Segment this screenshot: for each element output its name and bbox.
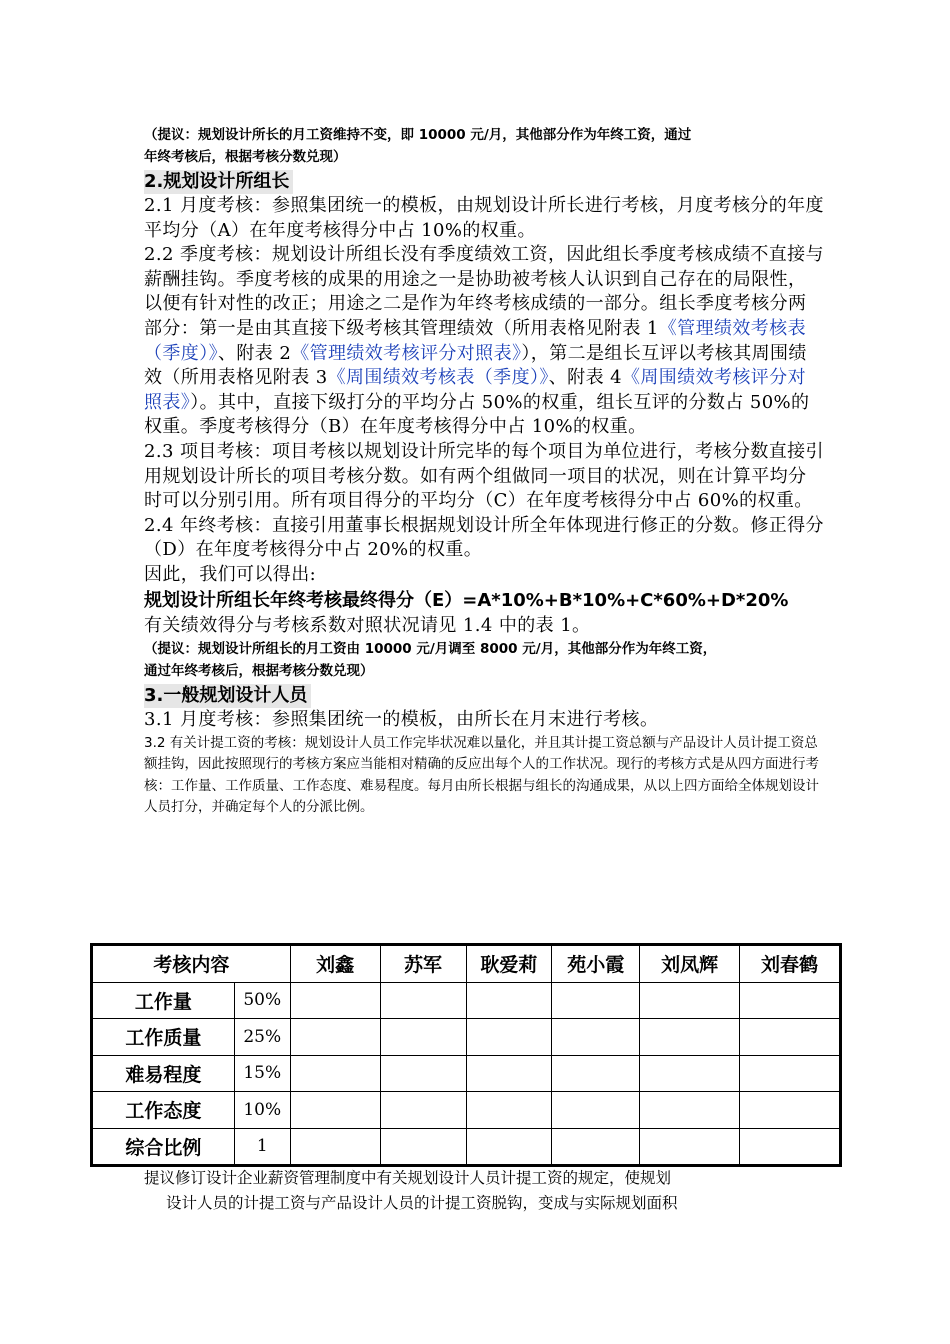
person-header: 刘鑫 (290, 946, 380, 983)
footer-line: 提议修订设计企业薪资管理制度中有关规划设计人员计提工资的规定，使规划 (144, 1169, 672, 1187)
document-body (144, 124, 824, 819)
conclusion-line: 因此，我们可以得出: (144, 563, 317, 585)
text-run: 、附表 2 (218, 342, 292, 364)
paragraph-3-1: 3.1 月度考核：参照集团统一的模板，由所长在月末进行考核。 (144, 709, 659, 731)
link-management-scoring-table[interactable]: 《管理绩效考核评分对照表》 (291, 342, 522, 364)
link-peer-performance-form[interactable]: 《周围绩效考核表（季度）》 (327, 367, 549, 389)
table-row (93, 1019, 840, 1056)
table-header-row (93, 946, 840, 983)
score-cell (740, 982, 840, 1019)
paragraph-2-4: 2.4 年终考核：直接引用董事长根据规划设计所全年体现进行修正的分数。修正得分（D）在年度考核得分中占 20%的权重。 (144, 514, 824, 561)
text-run: 、附表 4 (548, 367, 622, 389)
score-cell (380, 1128, 466, 1165)
criterion-weight: 10% (234, 1092, 290, 1129)
score-cell (290, 982, 380, 1019)
score-cell (380, 982, 466, 1019)
score-cell (466, 1128, 552, 1165)
score-cell (552, 982, 640, 1019)
score-cell (466, 1019, 552, 1056)
criterion-weight: 50% (234, 982, 290, 1019)
person-header: 苑小霞 (552, 946, 640, 983)
score-cell (740, 1092, 840, 1129)
score-cell (466, 1092, 552, 1129)
criterion-label: 综合比例 (93, 1128, 235, 1165)
person-header: 耿爱莉 (466, 946, 552, 983)
person-header: 苏军 (380, 946, 466, 983)
score-cell (552, 1055, 640, 1092)
table-row (93, 1128, 840, 1165)
note-line: 通过年终考核后，根据考核分数兑现） (144, 663, 374, 680)
paragraph-2-2 (144, 243, 824, 440)
text-run: ）。其中，直接下级打分的平均分占 50%的权重，组长互评的分数占 50%的权重。季度考核得分（B）在年度考核得分中占 10%的权重。 (144, 391, 810, 438)
section-heading-3: 3.一般规划设计人员 (144, 684, 311, 708)
proposal-note-2 (144, 638, 824, 682)
criterion-label: 难易程度 (93, 1055, 235, 1092)
score-cell (290, 1128, 380, 1165)
score-cell (740, 1019, 840, 1056)
link-peer-scoring-table[interactable]: 《周围绩效考核评分对照表》 (144, 367, 806, 413)
score-cell (740, 1055, 840, 1092)
score-cell (640, 1019, 740, 1056)
footer-line: 设计人员的计提工资与产品设计人员的计提工资脱钩，变成与实际规划面积 (166, 1194, 678, 1212)
note-line: 年终考核后，根据考核分数兑现） (144, 149, 347, 165)
score-cell (552, 1019, 640, 1056)
note-line: （提议：规划设计所组长的月工资由 10000 元/月调至 8000 元/月，其他部分作为年终工资， (144, 641, 717, 658)
score-cell (640, 1128, 740, 1165)
section-heading-2: 2.规划设计所组长 (144, 170, 293, 194)
score-cell (552, 1128, 640, 1165)
criterion-weight: 25% (234, 1019, 290, 1056)
score-cell (290, 1092, 380, 1129)
score-cell (466, 982, 552, 1019)
footer-proposal (144, 1166, 824, 1216)
person-header: 刘凤辉 (640, 946, 740, 983)
table-row (93, 1092, 840, 1129)
text-run: 2.2 季度考核：规划设计所组长没有季度绩效工资，因此组长季度考核成绩不直接与薪酬挂钩。季度考核的成果的用途之一是协助被考核人认识到自己存在的局限性，以便有针对性的改正；用途之二是作为年终考核成绩的一部分。组长季度考核分两部分：第一是由其直接下级考核其管理绩效（所用表格见附表 1 (144, 244, 824, 339)
score-cell (290, 1055, 380, 1092)
score-cell (640, 982, 740, 1019)
paragraph-2-1: 2.1 月度考核：参照集团统一的模板，由规划设计所长进行考核，月度考核分的年度平均分（A）在年度考核得分中占 10%的权重。 (144, 195, 824, 241)
person-header: 刘春鹤 (740, 946, 840, 983)
final-score-formula: 规划设计所组长年终考核最终得分（E）=A*10%+B*10%+C*60%+D*20% (144, 589, 789, 611)
proposal-note-top (144, 124, 824, 168)
score-cell (380, 1092, 466, 1129)
criterion-label: 工作量 (93, 982, 235, 1019)
criterion-weight: 15% (234, 1055, 290, 1092)
score-cell (640, 1055, 740, 1092)
criterion-label: 工作质量 (93, 1019, 235, 1056)
score-cell (380, 1055, 466, 1092)
score-cell (640, 1092, 740, 1129)
score-cell (380, 1019, 466, 1056)
reference-line: 有关绩效得分与考核系数对照状况请见 1.4 中的表 1。 (144, 614, 591, 636)
paragraph-3-2: 3.2 有关计提工资的考核：规划设计人员工作完毕状况难以量化，并且其计提工资总额与产品设计人员计提工资总额挂钩，因此按照现行的考核方案应当能相对精确的反应出每个人的工作状况。现行的考核方式是从四方面进行考核：工作量、工作质量、工作态度、难易程度。每月由所长根据与组长的沟通成果，从以上四方面给全体规划设计人员打分，并确定每个人的分派比例。 (144, 734, 819, 816)
table-row (93, 982, 840, 1019)
score-cell (740, 1128, 840, 1165)
paragraph-2-3: 2.3 项目考核：项目考核以规划设计所完毕的每个项目为单位进行，考核分数直接引用规划设计所长的项目考核分数。如有两个组做同一项目的状况，则在计算平均分时可以分别引用。所有项目得分的平均分（C）在年度考核得分中占 60%的权重。 (144, 440, 824, 512)
header-cell: 考核内容 (93, 946, 291, 983)
assessment-table (92, 945, 840, 1165)
score-cell (290, 1019, 380, 1056)
criterion-label: 工作态度 (93, 1092, 235, 1129)
table-row (93, 1055, 840, 1092)
link-management-performance-form[interactable]: 《管理绩效考核表（季度）》 (144, 317, 806, 364)
note-line: （提议：规划设计所长的月工资维持不变，即 10000 元/月，其他部分作为年终工资，通过 (144, 127, 692, 143)
text-run: ），第二是组长互评以考核其周围绩效（所用表格见附表 3 (144, 342, 807, 389)
score-cell (466, 1055, 552, 1092)
criterion-weight: 1 (234, 1128, 290, 1165)
score-cell (552, 1092, 640, 1129)
